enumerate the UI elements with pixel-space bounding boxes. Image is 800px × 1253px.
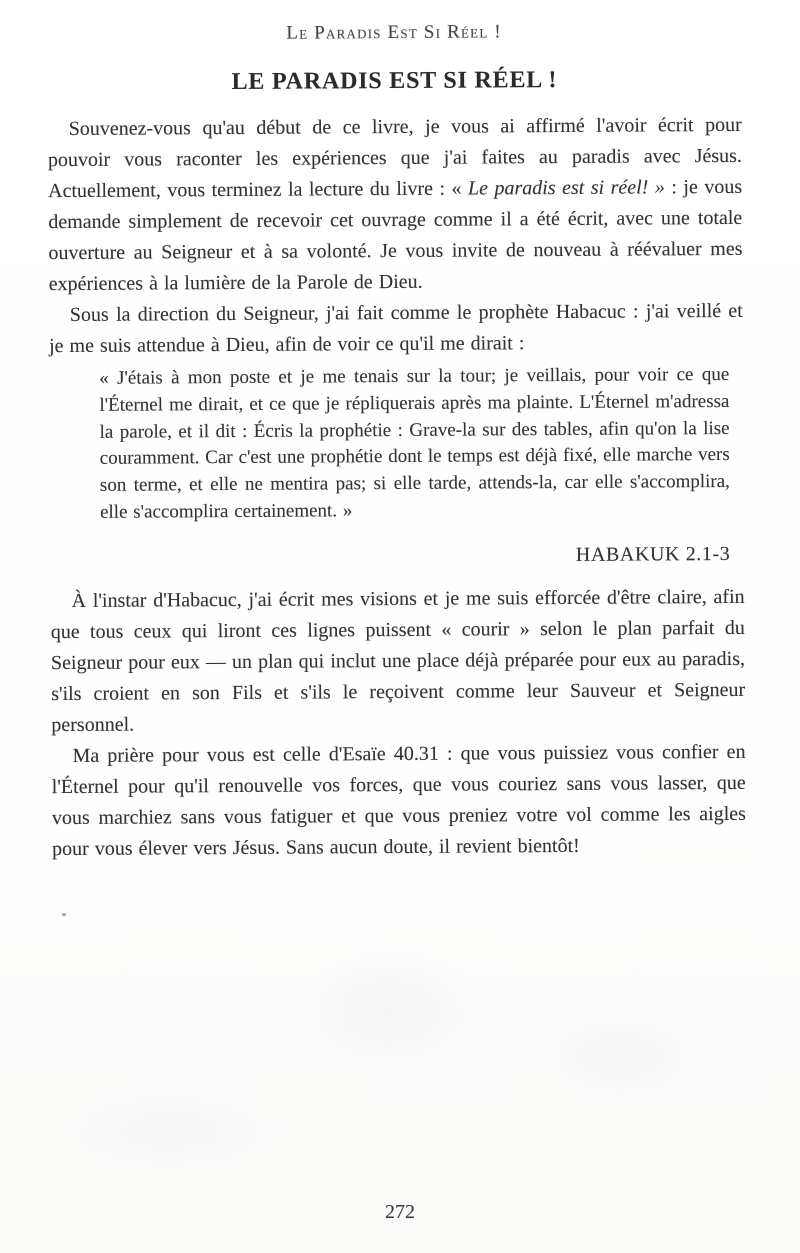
page-content [47, 0, 749, 1253]
scripture-quote: « J'étais à mon poste et je me tenais sur la tour; je veillais, pour voir ce que l'Éternel me dirait, et ce que je répliquerais après ma plainte. L'Éternel m'adressa la parole, et il dit : Écris la prophétie : Grave-la sur des tables, afin qu'on la lise couramment. Car c'est une prophétie dont le temps est déjà fixé, elle marche vers son terme, et elle ne mentira pas; si elle tarde, attends-la, car elle s'accomplira, elle s'accomplira certainement. » [99, 363, 730, 523]
paragraph-intro-text-before: Souvenez-vous qu'au début de ce livre, je vous ai affirmé l'avoir écrit pour pouvoir vous raconter les expériences que j'ai faites au paradis avec Jésus. Actuellement, vous terminez la lecture du livre : « [47, 113, 742, 203]
book-title-italic: Le paradis est si réel! » [467, 176, 665, 200]
scan-speck [62, 913, 66, 916]
paragraph-intro-text-after: : je vous demande simplement de recevoir cet ouvrage comme il a été écrit, avec une totale ouverture au Seigneur et à sa volonté. Je vous invite de nouveau à réévaluer mes expériences à la lumière de la Parole de Dieu. [48, 175, 743, 296]
paragraph-visions: À l'instar d'Habacuc, j'ai écrit mes visions et je me suis efforcée d'être claire, afin que tous ceux qui liront ces lignes puissent « courir » selon le plan parfait du Seigneur pour eux — un plan qui inclut une place déjà préparée pour eux au paradis, s'ils croient en son Fils et s'ils le reçoivent comme leur Sauveur et Seigneur personnel. [50, 585, 746, 737]
page-number: 272 [385, 1201, 415, 1223]
paragraph-intro [48, 110, 743, 300]
running-header: Le Paradis Est Si Réel ! [286, 21, 502, 44]
quote-attribution: HABAKUK 2.1-3 [575, 542, 731, 566]
paragraph-habacuc-lead: Sous la direction du Seigneur, j'ai fait comme le prophète Habacuc : j'ai veillé et je me suis attendue à Dieu, afin de voir ce qu'il me dirait : [48, 299, 743, 358]
chapter-title: LE PARADIS EST SI RÉEL ! [231, 67, 558, 96]
paragraph-prayer: Ma prière pour vous est celle d'Esaïe 40.31 : que vous puissiez vous confier en l'Éternel pour qu'il renouvelle vos forces, que vous couriez sans vous lasser, que vous marchiez sans vous fatiguer et que vous preniez votre vol comme les aigles pour vous élever vers Jésus. Sans aucun doute, il revient bientôt! [51, 740, 746, 861]
